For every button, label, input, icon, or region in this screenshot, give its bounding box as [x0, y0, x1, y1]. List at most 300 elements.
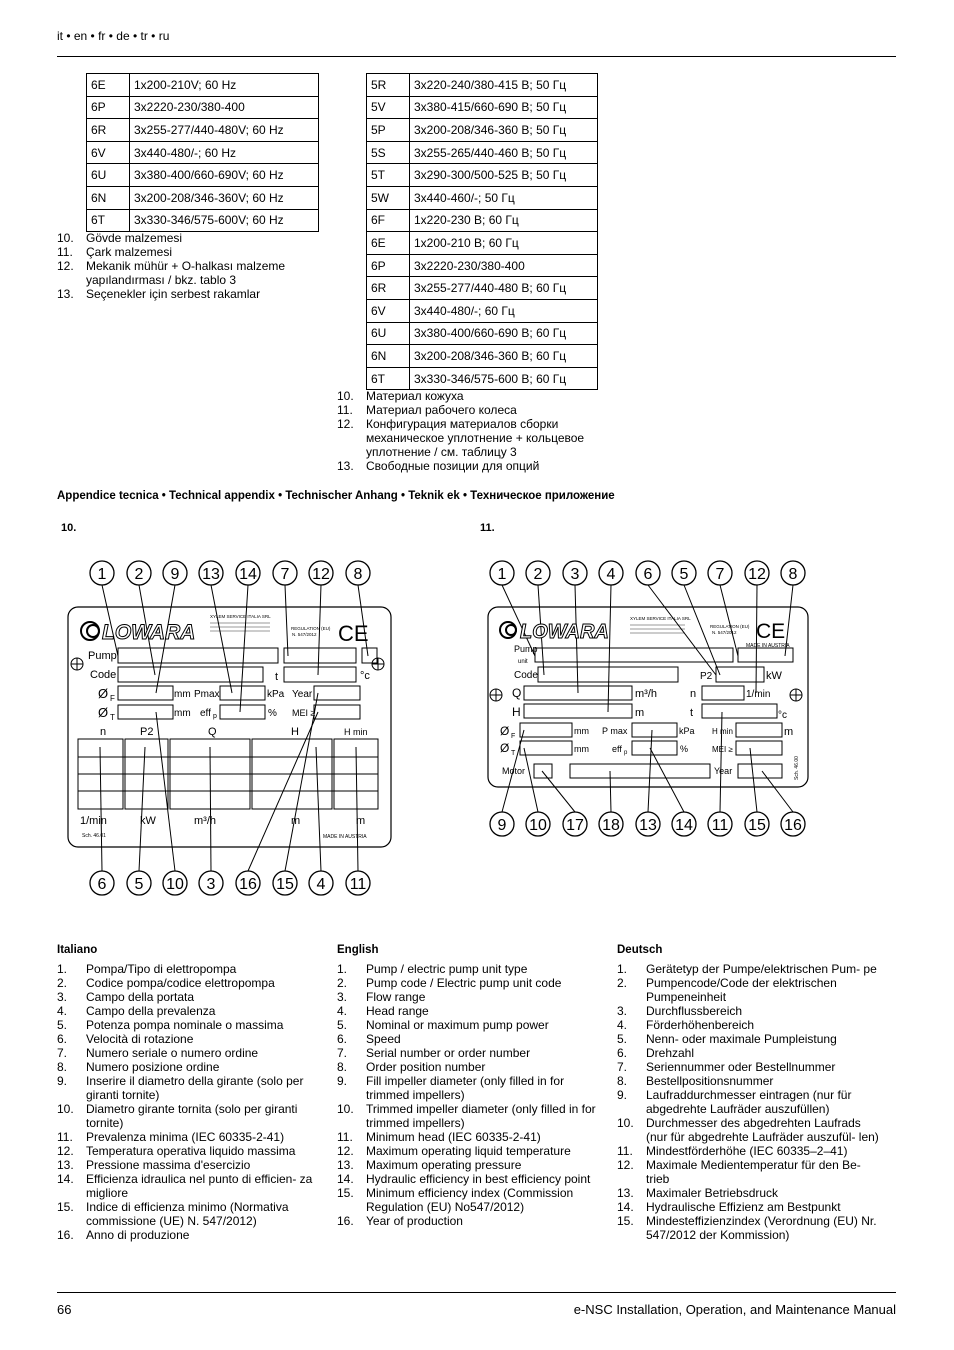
svg-text:Year: Year [714, 766, 733, 776]
list-item [337, 962, 599, 976]
code-cell: 6U [367, 322, 410, 345]
code-row [87, 186, 319, 209]
item-text: Codice pompa/codice elettropompa [86, 976, 275, 990]
item-text: Seçenekler için serbest rakamlar [86, 287, 261, 301]
svg-text:n: n [690, 688, 697, 700]
svg-text:Year: Year [292, 689, 313, 700]
callout-number: 14 [675, 817, 693, 834]
list-item [337, 1172, 599, 1186]
callout-number: 12 [748, 566, 766, 583]
code-row [367, 209, 598, 232]
callout-number: 7 [280, 566, 290, 583]
callout-number: 5 [134, 876, 144, 893]
callout-number: 1 [497, 566, 507, 583]
item-number: 1. [617, 962, 628, 976]
appendix-title: Appendice tecnica • Technical appendix • Technischer Anhang • Teknik ek • Техническое приложение [57, 490, 615, 502]
svg-text:N. 547/2012: N. 547/2012 [712, 630, 737, 635]
item-number: 4. [57, 1004, 68, 1018]
item-text: Maximaler Betriebsdruck [646, 1186, 779, 1200]
item-number: 6. [337, 1032, 348, 1046]
list-item [337, 1018, 599, 1032]
item-number: 3. [337, 990, 348, 1004]
item-number: 12. [337, 1144, 354, 1158]
callout-number: 7 [715, 566, 725, 583]
item-number: 12. [57, 259, 74, 273]
figure-11-label: 11. [480, 522, 495, 534]
item-number: 5. [57, 1018, 68, 1032]
item-number: 15. [57, 1200, 74, 1214]
item-number: 2. [337, 976, 348, 990]
item-number: 12. [617, 1158, 634, 1172]
code-cell: 6T [367, 367, 410, 390]
list-item [617, 962, 879, 976]
item-text: Anno di produzione [86, 1228, 190, 1242]
deutsch-title: Deutsch [617, 944, 663, 956]
voltage-cell: 3x255-277/440-480 В; 60 Гц [410, 277, 598, 300]
list-item [617, 1032, 879, 1046]
code-cell: 6V [87, 141, 130, 164]
svg-text:eff: eff [200, 708, 211, 719]
item-text: Numero posizione ordine [86, 1060, 220, 1074]
callout-number: 4 [606, 566, 616, 583]
svg-text:Code: Code [514, 670, 538, 681]
list-item [337, 1186, 599, 1214]
svg-text:Ø: Ø [98, 686, 109, 701]
svg-text:Motor: Motor [502, 766, 526, 776]
svg-text:m: m [784, 726, 794, 738]
item-number: 10. [337, 389, 354, 403]
list-item [57, 245, 327, 259]
item-number: 5. [337, 1018, 348, 1032]
voltage-code-table-left [86, 73, 319, 232]
callout-number: 8 [353, 566, 363, 583]
item-text: Mekanik mühür + O-halkası malzeme yapılandırması / bkz. tablo 3 [86, 259, 286, 287]
item-text: Pompa/Tipo di elettropompa [86, 962, 237, 976]
list-item [617, 1060, 879, 1074]
code-row [87, 96, 319, 119]
voltage-cell: 3x380-415/660-690 В; 50 Гц [410, 96, 598, 119]
leader-line [650, 748, 684, 812]
item-number: 8. [337, 1060, 348, 1074]
svg-text:°c: °c [778, 710, 787, 721]
italian-list [57, 962, 319, 1242]
svg-text:XYLEM SERVICE ITALIA SRL: XYLEM SERVICE ITALIA SRL [630, 616, 691, 621]
header-rule [57, 56, 896, 57]
manual-title: e-NSC Installation, Operation, and Maintenance Manual [573, 1302, 896, 1317]
code-cell: 6N [87, 186, 130, 209]
svg-text:Pump: Pump [88, 650, 117, 662]
item-text: Pressione massima d'esercizio [86, 1158, 251, 1172]
item-number: 7. [57, 1046, 68, 1060]
voltage-cell: 3x2220-230/380-400 [410, 254, 598, 277]
item-text: Fill impeller diameter (only filled in for trimmed impellers) [366, 1074, 565, 1102]
voltage-cell: 3x200-208/346-360 В; 50 Гц [410, 119, 598, 142]
code-row [367, 119, 598, 142]
item-number: 12. [337, 417, 354, 431]
code-cell: 5R [367, 74, 410, 97]
code-row [87, 119, 319, 142]
item-text: Temperatura operativa liquido massima [86, 1144, 296, 1158]
item-number: 16. [57, 1228, 74, 1242]
item-number: 5. [617, 1032, 628, 1046]
turkish-notes [57, 231, 327, 301]
item-number: 10. [57, 231, 74, 245]
item-number: 6. [57, 1032, 68, 1046]
svg-text:p: p [213, 713, 217, 720]
code-row [367, 299, 598, 322]
code-cell: 6R [87, 119, 130, 142]
item-text: Trimmed impeller diameter (only filled in for trimmed impellers) [366, 1102, 596, 1130]
list-item [337, 1060, 599, 1074]
voltage-cell: 1x200-210 В; 60 Гц [410, 232, 598, 255]
item-text: Indice di efficienza minimo (Normativa commissione (UE) N. 547/2012) [86, 1200, 289, 1228]
list-item [617, 1088, 879, 1116]
list-item [57, 1046, 319, 1060]
list-item [617, 1018, 879, 1032]
callout-number: 9 [497, 817, 507, 834]
svg-text:Sch. 46.00: Sch. 46.00 [794, 756, 800, 780]
svg-text:MADE IN AUSTRIA: MADE IN AUSTRIA [323, 834, 367, 840]
callout-number: 15 [276, 876, 294, 893]
item-text: Конфигурация материалов сборки механическое уплотнение + кольцевое уплотнение / см. таблицу 3 [366, 417, 585, 459]
item-text: Flow range [366, 990, 426, 1004]
item-text: Diametro girante tornita (solo per giranti tornite) [86, 1102, 298, 1130]
code-row [367, 277, 598, 300]
code-row [367, 141, 598, 164]
item-number: 14. [337, 1172, 354, 1186]
item-text: Drehzahl [646, 1046, 695, 1060]
item-number: 8. [617, 1074, 628, 1088]
list-item [337, 1214, 599, 1228]
item-text: Pumpencode/Code der elektrischen Pumpeneinheit [646, 976, 837, 1004]
svg-text:1/min: 1/min [80, 815, 107, 827]
code-cell: 6P [87, 96, 130, 119]
list-item [617, 1200, 879, 1214]
list-item [617, 976, 879, 1004]
code-row [367, 254, 598, 277]
item-text: Bestellpositionsnummer [646, 1074, 774, 1088]
item-text: Hydraulic efficiency in best efficiency point [366, 1172, 591, 1186]
voltage-cell: 3x380-400/660-690V; 60 Hz [130, 164, 319, 187]
english-list [337, 962, 599, 1228]
list-item [337, 1144, 599, 1158]
code-row [87, 141, 319, 164]
svg-text:LOWARA: LOWARA [520, 621, 609, 643]
item-text: Velocità di rotazione [86, 1032, 194, 1046]
callout-number: 16 [784, 817, 802, 834]
list-item [617, 1214, 879, 1242]
list-item [337, 1158, 599, 1172]
code-cell: 6V [367, 299, 410, 322]
list-item [57, 1130, 319, 1144]
callout-number: 18 [602, 817, 620, 834]
callout-number: 14 [239, 566, 257, 583]
svg-text:Pump: Pump [514, 644, 538, 654]
item-text: Seriennummer oder Bestellnummer [646, 1060, 836, 1074]
code-cell: 5T [367, 164, 410, 187]
item-text: Campo della prevalenza [86, 1004, 216, 1018]
item-text: Efficienza idraulica nel punto di efficien- za migliore [86, 1172, 313, 1200]
svg-text:Ø: Ø [500, 741, 510, 755]
list-item [57, 1144, 319, 1158]
svg-text:kPa: kPa [679, 726, 695, 736]
voltage-cell: 3x330-346/575-600 В; 60 Гц [410, 367, 598, 390]
svg-text:Ø: Ø [500, 724, 510, 738]
svg-text:F: F [511, 733, 516, 740]
footer-rule [57, 1292, 896, 1293]
item-text: Order position number [366, 1060, 486, 1074]
item-number: 12. [57, 1144, 74, 1158]
svg-text:CE: CE [756, 620, 786, 643]
svg-text:mm: mm [174, 708, 191, 719]
russian-notes [337, 389, 607, 473]
item-text: Prevalenza minima (IEC 60335-2-41) [86, 1130, 285, 1144]
item-number: 3. [617, 1004, 628, 1018]
item-text: Laufraddurchmesser eintragen (nur für abgedrehte Laufräder auszufüllen) [646, 1088, 852, 1116]
item-text: Материал рабочего колеса [366, 403, 517, 417]
item-number: 15. [617, 1214, 634, 1228]
svg-text:%: % [680, 744, 689, 754]
item-number: 14. [617, 1200, 634, 1214]
svg-text:t: t [275, 671, 279, 683]
item-text: Mindestförderhöhe (IEC 60335–2–41) [646, 1144, 848, 1158]
callout-number: 5 [679, 566, 689, 583]
list-item [337, 976, 599, 990]
item-number: 10. [57, 1102, 74, 1116]
code-row [367, 186, 598, 209]
callout-number: 12 [312, 566, 330, 583]
callout-number: 10 [166, 876, 184, 893]
code-row [367, 367, 598, 390]
item-number: 1. [57, 962, 68, 976]
voltage-cell: 1x220-230 В; 60 Гц [410, 209, 598, 232]
list-item [57, 1172, 319, 1200]
svg-text:H: H [512, 705, 521, 719]
svg-text:MEI ≥: MEI ≥ [712, 745, 733, 754]
svg-text:T: T [511, 750, 516, 757]
callout-number: 10 [529, 817, 547, 834]
voltage-cell: 3x255-277/440-480V; 60 Hz [130, 119, 319, 142]
item-number: 10. [337, 1102, 354, 1116]
svg-text:T: T [110, 713, 115, 722]
svg-text:t: t [690, 707, 694, 719]
list-item [337, 459, 607, 473]
list-item [57, 976, 319, 990]
list-item [57, 962, 319, 976]
item-text: Maximale Medientemperatur für den Be- trieb [646, 1158, 861, 1186]
list-item [57, 1060, 319, 1074]
item-number: 9. [337, 1074, 348, 1088]
callout-number: 11 [349, 876, 367, 893]
list-item [337, 1004, 599, 1018]
svg-text:LOWARA: LOWARA [102, 621, 196, 644]
svg-text:H min: H min [344, 727, 368, 737]
item-text: Speed [366, 1032, 401, 1046]
item-number: 10. [617, 1116, 634, 1130]
svg-text:H: H [291, 726, 299, 738]
item-text: Serial number or order number [366, 1046, 531, 1060]
list-item [337, 1102, 599, 1130]
lowara-logo [81, 621, 195, 644]
item-number: 11. [337, 403, 353, 417]
leader-line [762, 771, 793, 812]
callout-number: 15 [748, 817, 766, 834]
list-item [617, 1046, 879, 1060]
list-item [337, 403, 607, 417]
svg-text:Ø: Ø [98, 705, 109, 720]
item-number: 4. [337, 1004, 348, 1018]
item-text: Numero seriale o numero ordine [86, 1046, 259, 1060]
code-cell: 6T [87, 209, 130, 232]
item-number: 11. [57, 1130, 73, 1144]
item-text: Pump / electric pump unit type [366, 962, 528, 976]
list-item [57, 1102, 319, 1130]
voltage-cell: 3x255-265/440-460 В; 50 Гц [410, 141, 598, 164]
item-text: Hydraulische Effizienz am Bestpunkt [646, 1200, 841, 1214]
code-cell: 6E [367, 232, 410, 255]
list-item [57, 1004, 319, 1018]
svg-text:mm: mm [574, 726, 589, 736]
item-text: Maximum operating liquid temperature [366, 1144, 571, 1158]
item-number: 8. [57, 1060, 68, 1074]
item-number: 11. [337, 1130, 353, 1144]
leader-line [285, 585, 288, 656]
code-cell: 6N [367, 345, 410, 368]
svg-text:m³/h: m³/h [635, 688, 657, 700]
item-number: 14. [57, 1172, 74, 1186]
code-row [367, 232, 598, 255]
leader-line [750, 748, 757, 812]
voltage-cell: 3x2220-230/380-400 [130, 96, 319, 119]
list-item [57, 1032, 319, 1046]
leader-line [211, 585, 232, 693]
svg-text:n: n [100, 726, 107, 738]
svg-text:p: p [624, 750, 628, 756]
item-number: 13. [57, 287, 74, 301]
voltage-cell: 3x290-300/500-525 В; 50 Гц [410, 164, 598, 187]
svg-text:REGULATION (EU): REGULATION (EU) [291, 626, 331, 631]
callout-number: 3 [206, 876, 216, 893]
item-number: 1. [337, 962, 348, 976]
list-item [337, 1046, 599, 1060]
code-cell: 5W [367, 186, 410, 209]
item-number: 13. [337, 1158, 354, 1172]
figure-10-label: 10. [61, 522, 77, 534]
svg-text:kW: kW [766, 670, 782, 682]
code-cell: 6F [367, 209, 410, 232]
list-item [57, 1074, 319, 1102]
code-cell: 5V [367, 96, 410, 119]
nameplate-diagram-11 [480, 552, 820, 852]
svg-text:%: % [268, 708, 277, 719]
item-number: 9. [617, 1088, 628, 1102]
item-text: Förderhöhenbereich [646, 1018, 755, 1032]
callout-number: 13 [639, 817, 657, 834]
svg-text:Code: Code [90, 669, 117, 681]
item-text: Свободные позиции для опций [366, 459, 540, 473]
leader-line [524, 748, 538, 812]
leader-line [610, 771, 611, 812]
list-item [337, 1074, 599, 1102]
item-text: Campo della portata [86, 990, 195, 1004]
item-text: Durchmesser des abgedrehten Laufrads (nur für abgedrehte Laufräder auszufül- len) [646, 1116, 879, 1144]
item-text: Gövde malzemesi [86, 231, 183, 245]
leader-line [285, 693, 318, 871]
nameplate-diagram-10 [60, 552, 400, 902]
item-number: 15. [337, 1186, 354, 1200]
svg-text:P2: P2 [140, 726, 154, 738]
svg-text:m: m [291, 815, 301, 827]
svg-text:F: F [110, 694, 115, 703]
item-text: Gerätetyp der Pumpe/elektrischen Pum- pe [646, 962, 877, 976]
code-cell: 6E [87, 74, 130, 97]
list-item [337, 990, 599, 1004]
item-text: Maximum operating pressure [366, 1158, 522, 1172]
item-text: Head range [366, 1004, 429, 1018]
svg-text:1/min: 1/min [746, 689, 771, 700]
list-item [337, 1130, 599, 1144]
list-item [57, 990, 319, 1004]
callout-number: 2 [134, 566, 144, 583]
callout-number: 8 [788, 566, 798, 583]
svg-text:m: m [356, 815, 366, 827]
list-item [617, 1116, 879, 1144]
code-row [87, 209, 319, 232]
leader-line [648, 730, 652, 812]
item-number: 4. [617, 1018, 628, 1032]
list-item [617, 1158, 879, 1186]
english-title: English [337, 944, 379, 956]
item-text: Çark malzemesi [86, 245, 173, 259]
item-number: 16. [337, 1214, 354, 1228]
list-item [337, 1032, 599, 1046]
code-row [367, 96, 598, 119]
item-number: 6. [617, 1046, 628, 1060]
list-item [57, 1228, 319, 1242]
svg-text:kPa: kPa [267, 689, 285, 700]
svg-text:Q: Q [208, 726, 217, 738]
item-text: Nenn- oder maximale Pumpleistung [646, 1032, 837, 1046]
list-item [617, 1004, 879, 1018]
callout-number: 11 [711, 817, 729, 834]
code-cell: 6P [367, 254, 410, 277]
voltage-code-table-right [366, 73, 598, 390]
svg-text:REGULATION (EU): REGULATION (EU) [710, 624, 750, 629]
svg-text:Pmax: Pmax [194, 689, 220, 700]
code-row [367, 74, 598, 97]
list-item [57, 1158, 319, 1172]
svg-text:P2: P2 [700, 671, 713, 682]
svg-text:mm: mm [574, 744, 589, 754]
callout-number: 17 [566, 817, 584, 834]
item-text: Материал кожуха [366, 389, 464, 403]
callout-number: 16 [239, 876, 257, 893]
callout-number: 13 [202, 566, 220, 583]
item-number: 11. [617, 1144, 633, 1158]
callout-number: 2 [533, 566, 543, 583]
list-item [337, 417, 607, 459]
voltage-cell: 3x440-460/-; 50 Гц [410, 186, 598, 209]
callout-number: 9 [170, 566, 180, 583]
svg-text:H min: H min [712, 727, 733, 736]
list-item [617, 1144, 879, 1158]
code-row [367, 322, 598, 345]
item-number: 7. [337, 1046, 348, 1060]
voltage-cell: 3x200-208/346-360V; 60 Hz [130, 186, 319, 209]
callout-number: 6 [643, 566, 653, 583]
item-number: 2. [57, 976, 68, 990]
voltage-cell: 3x200-208/346-360 В; 60 Гц [410, 345, 598, 368]
